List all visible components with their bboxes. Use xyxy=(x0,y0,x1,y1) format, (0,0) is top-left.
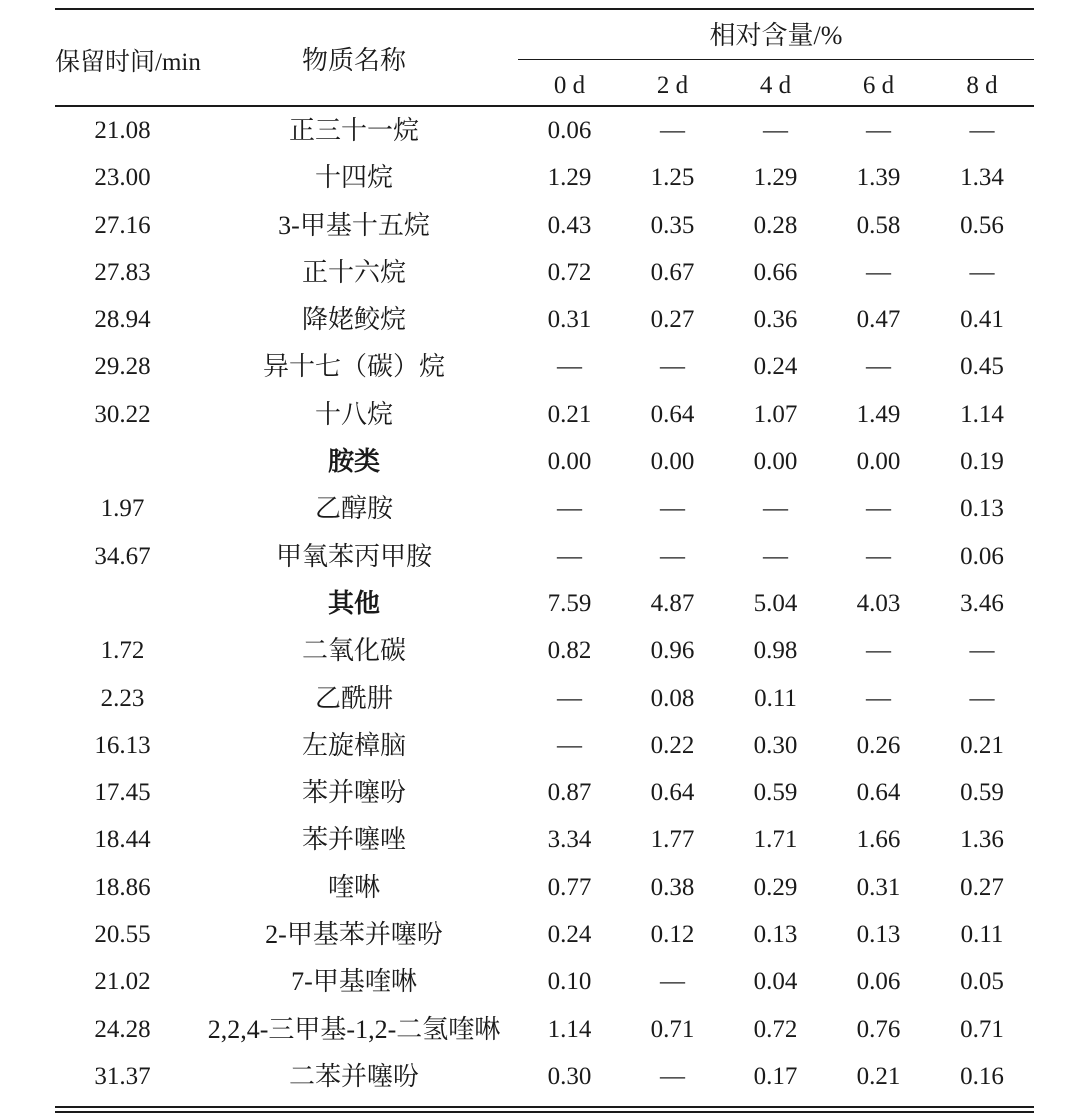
retention-time-cell: 21.02 xyxy=(94,968,151,996)
retention-time-cell: 24.28 xyxy=(94,1015,151,1043)
retention-time-cell: 29.28 xyxy=(94,353,151,381)
retention-time-cell: 27.16 xyxy=(94,211,151,239)
content-value-cell: — xyxy=(866,637,891,665)
content-value-cell: 0.24 xyxy=(753,353,798,381)
table-row xyxy=(55,1053,1034,1100)
table-row xyxy=(55,296,1034,343)
content-value-cell: 0.36 xyxy=(753,306,798,334)
table-row xyxy=(55,533,1034,580)
content-value-cell: 0.00 xyxy=(856,448,901,476)
table-row xyxy=(55,958,1034,1005)
content-value-cell: 1.71 xyxy=(753,826,798,854)
content-value-cell: 0.41 xyxy=(960,306,1004,334)
table-row xyxy=(55,675,1034,722)
table-row xyxy=(55,154,1034,201)
substance-name-cell: 乙酰肼 xyxy=(314,683,393,713)
content-value-cell: — xyxy=(557,684,582,712)
retention-time-cell: 20.55 xyxy=(94,921,151,949)
table-body xyxy=(55,107,1034,1100)
content-value-cell: — xyxy=(557,495,582,523)
content-value-cell: 0.64 xyxy=(650,400,695,428)
retention-time-cell: 23.00 xyxy=(94,164,151,192)
substance-name-cell: 左旋樟脑 xyxy=(301,730,406,760)
content-value-cell: 0.96 xyxy=(650,637,695,665)
content-value-cell: — xyxy=(557,353,582,381)
content-value-cell: — xyxy=(557,542,582,570)
content-value-cell: — xyxy=(969,684,995,712)
table-row xyxy=(55,1006,1034,1053)
content-value-cell: 0.27 xyxy=(960,873,1004,901)
substance-name-cell: 7-甲基喹啉 xyxy=(291,967,417,997)
content-value-cell: 0.27 xyxy=(650,306,695,334)
content-value-cell: 0.98 xyxy=(753,637,798,665)
table-row xyxy=(55,249,1034,296)
content-value-cell: 0.43 xyxy=(547,211,592,239)
substance-name-cell: 苯并噻吩 xyxy=(301,778,406,808)
content-value-cell: — xyxy=(866,542,891,570)
content-value-cell: 5.04 xyxy=(753,589,798,617)
content-value-cell: 0.24 xyxy=(547,921,592,949)
substance-name-cell: 喹啉 xyxy=(327,872,380,902)
table-bottom-rule xyxy=(55,1106,1034,1108)
retention-time-cell: 16.13 xyxy=(94,731,151,759)
retention-time-cell: 27.83 xyxy=(94,258,151,286)
content-value-cell: 1.25 xyxy=(650,164,695,192)
header-sub-rule xyxy=(518,59,1034,60)
content-value-cell: — xyxy=(866,353,891,381)
substance-name-cell: 降姥鲛烷 xyxy=(301,305,406,335)
content-value-cell: 0.71 xyxy=(960,1015,1004,1043)
substance-name-cell: 十八烷 xyxy=(314,399,393,429)
content-value-cell: 0.66 xyxy=(753,258,798,286)
content-value-cell: 0.59 xyxy=(753,779,798,807)
content-value-cell: 0.13 xyxy=(960,495,1004,523)
retention-time-cell: 17.45 xyxy=(94,779,151,807)
table-row xyxy=(55,769,1034,816)
retention-time-cell: 21.08 xyxy=(94,117,151,144)
content-value-cell: — xyxy=(866,684,891,712)
content-value-cell: 0.26 xyxy=(856,731,901,759)
content-value-cell: 0.76 xyxy=(856,1015,901,1043)
content-value-cell: 0.04 xyxy=(753,968,798,996)
table-row xyxy=(55,864,1034,911)
content-value-cell: 0.13 xyxy=(753,921,798,949)
content-value-cell: 0.64 xyxy=(856,779,901,807)
content-value-cell: 0.82 xyxy=(547,637,592,665)
content-value-cell: 0.30 xyxy=(547,1062,592,1090)
table-header xyxy=(55,10,1034,107)
header-relative-content: 相对含量/% xyxy=(709,21,843,50)
table-row xyxy=(55,107,1034,154)
content-table xyxy=(55,8,1034,1113)
content-value-cell: 0.06 xyxy=(960,542,1004,570)
group-name-cell: 其他 xyxy=(327,588,380,618)
content-value-cell: 0.06 xyxy=(547,117,592,144)
content-value-cell: 0.28 xyxy=(753,211,798,239)
retention-time-cell: 1.72 xyxy=(100,637,145,665)
table-row xyxy=(55,343,1034,390)
content-value-cell: — xyxy=(969,258,995,286)
content-value-cell: 0.19 xyxy=(960,448,1004,476)
substance-name-cell: 异十七（碳）烷 xyxy=(262,352,445,382)
content-value-cell: 1.49 xyxy=(856,400,901,428)
content-value-cell: 0.67 xyxy=(650,258,695,286)
content-value-cell: 3.34 xyxy=(547,826,592,854)
content-value-cell: 0.56 xyxy=(960,211,1004,239)
content-value-cell: 0.05 xyxy=(960,968,1004,996)
content-value-cell: — xyxy=(969,117,995,144)
content-value-cell: 1.66 xyxy=(856,826,901,854)
content-value-cell: 1.07 xyxy=(753,400,798,428)
header-day-0: 0 d xyxy=(553,72,586,99)
content-value-cell: 0.13 xyxy=(856,921,901,949)
header-substance-name: 物质名称 xyxy=(301,46,406,75)
content-value-cell: 0.30 xyxy=(753,731,798,759)
content-value-cell: 0.72 xyxy=(547,258,592,286)
content-value-cell: 4.03 xyxy=(856,589,901,617)
retention-time-cell: 30.22 xyxy=(94,400,151,428)
content-value-cell: — xyxy=(763,117,788,144)
content-value-cell: 0.38 xyxy=(650,873,695,901)
content-value-cell: 0.12 xyxy=(650,921,695,949)
content-value-cell: 1.34 xyxy=(960,164,1004,192)
content-value-cell: 0.21 xyxy=(856,1062,901,1090)
table-row xyxy=(55,911,1034,958)
content-value-cell: 1.29 xyxy=(753,164,798,192)
content-value-cell: 0.10 xyxy=(547,968,592,996)
substance-name-cell: 乙醇胺 xyxy=(314,494,393,524)
header-day-4: 4 d xyxy=(759,72,792,99)
content-value-cell: 7.59 xyxy=(547,589,592,617)
content-value-cell: — xyxy=(763,542,788,570)
content-value-cell: 0.72 xyxy=(753,1015,798,1043)
content-value-cell: — xyxy=(660,495,685,523)
group-name-cell: 胺类 xyxy=(327,447,380,477)
table-row xyxy=(55,816,1034,863)
content-value-cell: 1.39 xyxy=(856,164,901,192)
content-value-cell: — xyxy=(660,1062,685,1090)
table-row xyxy=(55,627,1034,674)
content-value-cell: 0.31 xyxy=(856,873,901,901)
substance-name-cell: 2,2,4-三甲基-1,2-二氢喹啉 xyxy=(207,1014,501,1044)
content-value-cell: 0.77 xyxy=(547,873,592,901)
content-value-cell: 0.06 xyxy=(856,968,901,996)
content-value-cell: 0.21 xyxy=(960,731,1004,759)
content-value-cell: 0.00 xyxy=(650,448,695,476)
retention-time-cell: 34.67 xyxy=(94,542,151,570)
content-value-cell: — xyxy=(866,495,891,523)
content-value-cell: 0.11 xyxy=(754,684,797,712)
retention-time-cell: 18.86 xyxy=(94,873,151,901)
retention-time-cell: 18.44 xyxy=(94,826,151,854)
header-day-8: 8 d xyxy=(966,72,998,99)
retention-time-cell xyxy=(55,580,190,627)
retention-time-cell: 28.94 xyxy=(94,306,151,334)
content-value-cell: 0.45 xyxy=(960,353,1004,381)
content-value-cell: 1.14 xyxy=(547,1015,592,1043)
content-value-cell: 1.77 xyxy=(650,826,695,854)
substance-name-cell: 3-甲基十五烷 xyxy=(278,210,430,240)
content-value-cell: — xyxy=(866,117,891,144)
content-value-cell: 0.16 xyxy=(960,1062,1004,1090)
content-value-cell: 0.35 xyxy=(650,211,695,239)
substance-name-cell: 2-甲基苯并噻吩 xyxy=(265,920,443,950)
substance-name-cell: 正十六烷 xyxy=(301,257,406,287)
table-group-row xyxy=(55,438,1034,485)
retention-time-cell: 1.97 xyxy=(100,495,145,523)
content-value-cell: 0.08 xyxy=(650,684,695,712)
substance-name-cell: 正三十一烷 xyxy=(288,116,419,145)
content-value-cell: 3.46 xyxy=(960,589,1004,617)
table-row xyxy=(55,485,1034,532)
content-value-cell: 0.59 xyxy=(960,779,1004,807)
table-group-row xyxy=(55,580,1034,627)
header-retention-time: 保留时间/min xyxy=(55,49,201,76)
content-value-cell: 0.87 xyxy=(547,779,592,807)
content-value-cell: — xyxy=(969,637,995,665)
content-value-cell: — xyxy=(660,542,685,570)
substance-name-cell: 十四烷 xyxy=(314,163,393,193)
substance-name-cell: 甲氧苯丙甲胺 xyxy=(275,541,432,571)
content-value-cell: — xyxy=(866,258,891,286)
content-value-cell: — xyxy=(660,117,685,144)
content-value-cell: 0.11 xyxy=(960,921,1004,949)
content-value-cell: — xyxy=(557,731,582,759)
content-value-cell: 1.29 xyxy=(547,164,592,192)
retention-time-cell: 31.37 xyxy=(94,1062,151,1090)
substance-name-cell: 二苯并噻吩 xyxy=(288,1061,419,1091)
retention-time-cell: 2.23 xyxy=(100,684,145,712)
content-value-cell: 0.29 xyxy=(753,873,798,901)
content-value-cell: 0.47 xyxy=(856,306,901,334)
content-value-cell: 1.14 xyxy=(960,400,1004,428)
content-value-cell: — xyxy=(763,495,788,523)
content-value-cell: 0.17 xyxy=(753,1062,798,1090)
content-value-cell: 0.22 xyxy=(650,731,695,759)
content-value-cell: 0.21 xyxy=(547,400,592,428)
retention-time-cell xyxy=(55,438,190,485)
content-value-cell: 0.71 xyxy=(650,1015,695,1043)
header-day-6: 6 d xyxy=(862,72,895,99)
header-day-2: 2 d xyxy=(656,72,689,99)
content-value-cell: 0.64 xyxy=(650,779,695,807)
table-row xyxy=(55,391,1034,438)
content-value-cell: 0.00 xyxy=(753,448,798,476)
content-value-cell: 0.58 xyxy=(856,211,901,239)
content-value-cell: 0.31 xyxy=(547,306,592,334)
table-row xyxy=(55,722,1034,769)
substance-name-cell: 二氧化碳 xyxy=(301,636,406,666)
content-value-cell: 4.87 xyxy=(650,589,695,617)
content-value-cell: — xyxy=(660,968,685,996)
content-value-cell: 0.00 xyxy=(547,448,592,476)
substance-name-cell: 苯并噻唑 xyxy=(301,825,406,855)
content-value-cell: — xyxy=(660,353,685,381)
content-value-cell: 1.36 xyxy=(960,826,1004,854)
table-row xyxy=(55,202,1034,249)
